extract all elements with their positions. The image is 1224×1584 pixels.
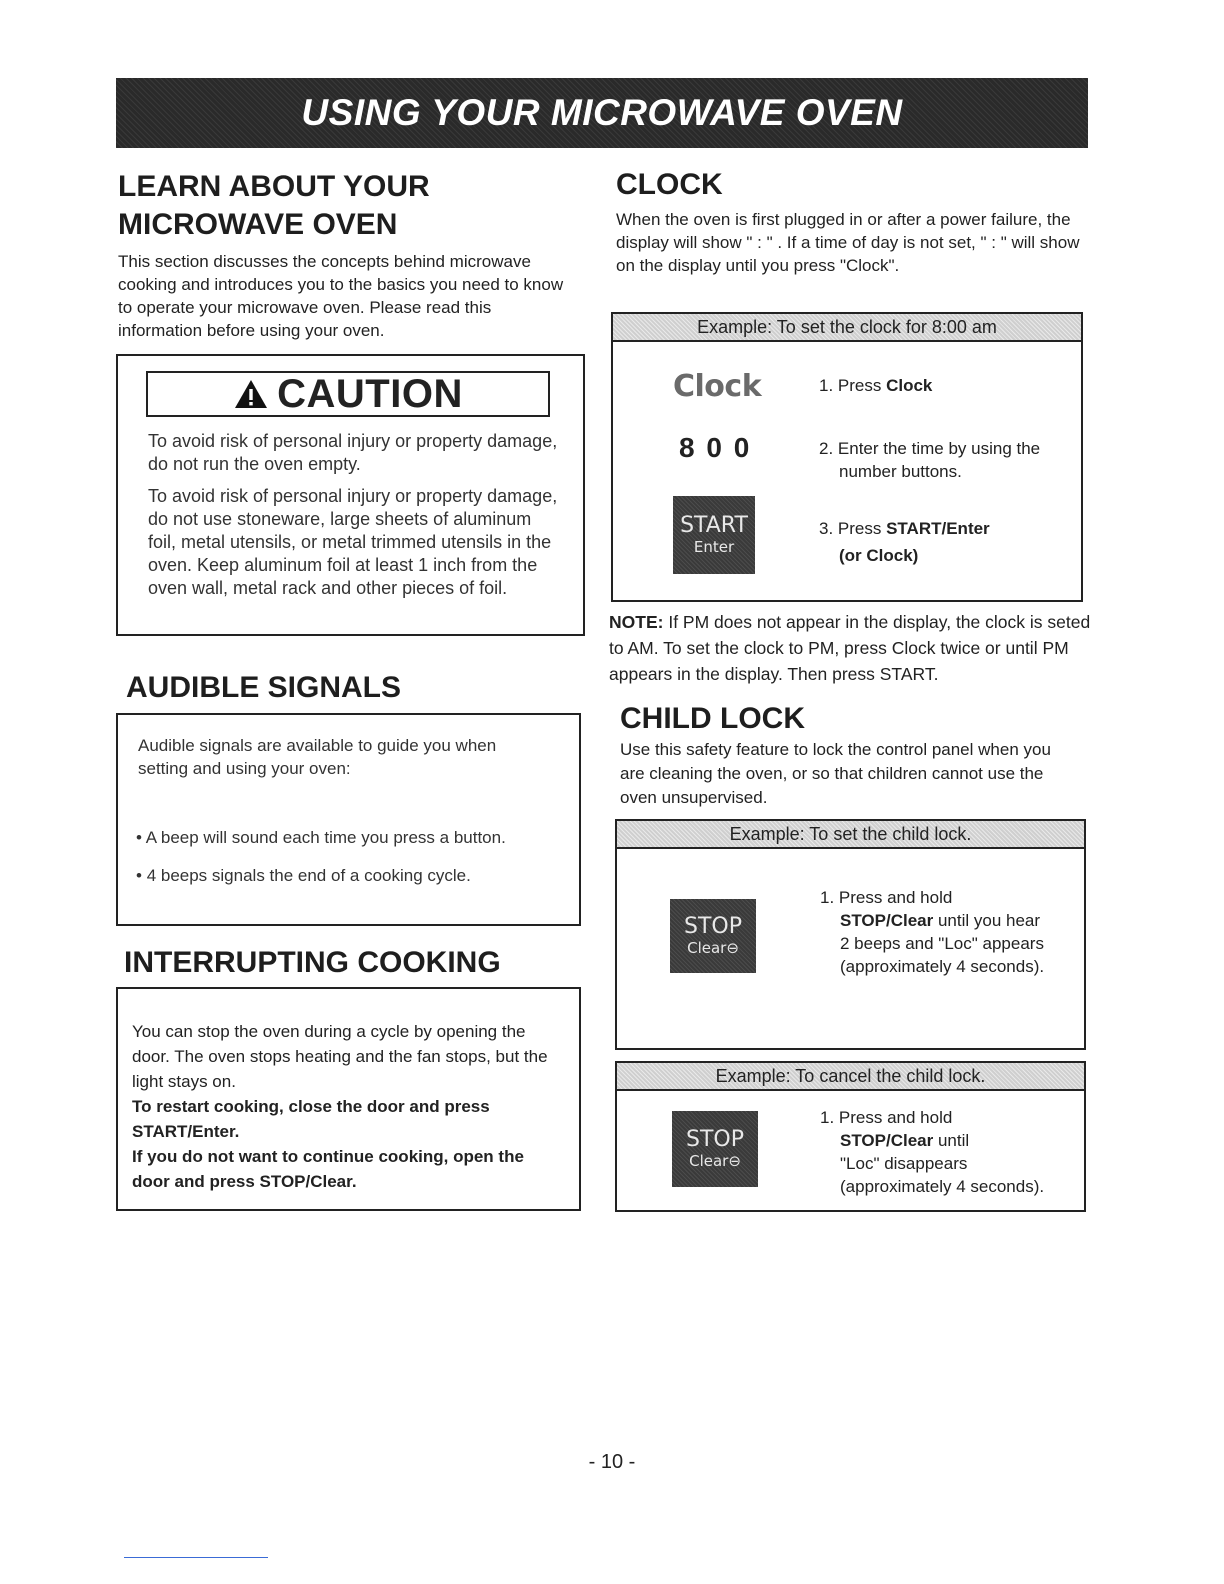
childlock-title: CHILD LOCK xyxy=(620,702,805,735)
caution-label xyxy=(146,371,550,417)
childlock-cancel-box xyxy=(615,1061,1086,1212)
clock-example-box xyxy=(611,312,1083,602)
caution-paragraph-2: To avoid risk of personal injury or property damage, do not use stoneware, large sheets of aluminum foil, metal utensils, or metal trimmed utensils in the oven. Keep aluminum foil at least 1 inch from the oven wall, metal rack and other pieces of foil. xyxy=(148,486,558,598)
learn-section xyxy=(118,168,578,342)
childlock-cancel-header: Example: To cancel the child lock. xyxy=(617,1063,1084,1091)
childlock-set-step: 1. Press and hold STOP/Clear until you hear 2 beeps and "Loc" appears (approximately 4 seconds). xyxy=(820,888,1045,976)
interrupt-title: INTERRUPTING COOKING xyxy=(124,946,501,979)
page-number: - 10 - xyxy=(588,1451,636,1473)
clock-body: When the oven is first plugged in or after a power failure, the display will show " : " . If a time of day is not set, " : " will show on the display until you press "Clock". xyxy=(616,210,1080,275)
warning-triangle-icon xyxy=(233,378,269,410)
footer-rule xyxy=(124,1557,268,1558)
banner-title: USING YOUR MICROWAVE OVEN xyxy=(301,92,903,133)
audible-intro: Audible signals are available to guide you when setting and using your oven: xyxy=(138,736,497,778)
display-digits: 8 0 0 xyxy=(679,432,752,463)
audible-bullet-2: • 4 beeps signals the end of a cooking cycle. xyxy=(136,866,471,885)
interrupt-body: You can stop the oven during a cycle by opening the door. The oven stops heating and the fan stops, but the light stays on. xyxy=(132,1022,548,1091)
childlock-set-box xyxy=(615,819,1086,1050)
stop-clear-key-cancel: STOP Clear⊖ xyxy=(672,1111,758,1187)
display-clock-text: Clock xyxy=(673,369,762,404)
audible-box xyxy=(116,713,581,926)
clock-example-header: Example: To set the clock for 8:00 am xyxy=(613,314,1081,342)
learn-title-line1: LEARN ABOUT YOUR xyxy=(118,170,430,203)
audible-bullet-1: • A beep will sound each time you press a button. xyxy=(136,828,506,847)
learn-title-line2: MICROWAVE OVEN xyxy=(118,208,398,241)
audible-title: AUDIBLE SIGNALS xyxy=(126,671,402,704)
clock-note xyxy=(609,609,1099,687)
clock-step-3: 3. Press START/Enter (or Clock) xyxy=(819,519,990,565)
childlock-set-header: Example: To set the child lock. xyxy=(617,821,1084,849)
note-text: If PM does not appear in the display, the clock is seted to AM. To set the clock to PM, press Clock twice or until PM appears in the display. Then press START. xyxy=(609,612,1091,684)
interrupt-stop: If you do not want to continue cooking, open the door and press STOP/Clear. xyxy=(132,1147,524,1191)
start-enter-key: START Enter xyxy=(673,496,755,574)
caution-paragraph-1: To avoid risk of personal injury or property damage, do not run the oven empty. xyxy=(148,431,558,474)
caution-text: CAUTION xyxy=(277,372,463,416)
childlock-body: Use this safety feature to lock the control panel when you are cleaning the oven, or so that children cannot use the oven unsupervised. xyxy=(620,740,1051,807)
interrupt-restart: To restart cooking, close the door and press START/Enter. xyxy=(132,1097,490,1141)
clock-step-1: 1. Press Clock xyxy=(819,376,933,395)
interrupt-box xyxy=(116,987,581,1211)
clock-step-2: 2. Enter the time by using the number buttons. xyxy=(819,439,1041,481)
childlock-cancel-step: 1. Press and hold STOP/Clear until "Loc" disappears (approximately 4 seconds). xyxy=(820,1108,1045,1196)
stop-clear-key: STOP Clear⊖ xyxy=(670,899,756,973)
note-label: NOTE: xyxy=(609,612,664,632)
learn-body: This section discusses the concepts behind microwave cooking and introduces you to the basics you need to know to operate your microwave oven. Please read this information before using your oven. xyxy=(118,252,564,340)
caution-body xyxy=(148,430,558,609)
clock-title: CLOCK xyxy=(616,168,723,201)
page-banner xyxy=(116,78,1088,148)
